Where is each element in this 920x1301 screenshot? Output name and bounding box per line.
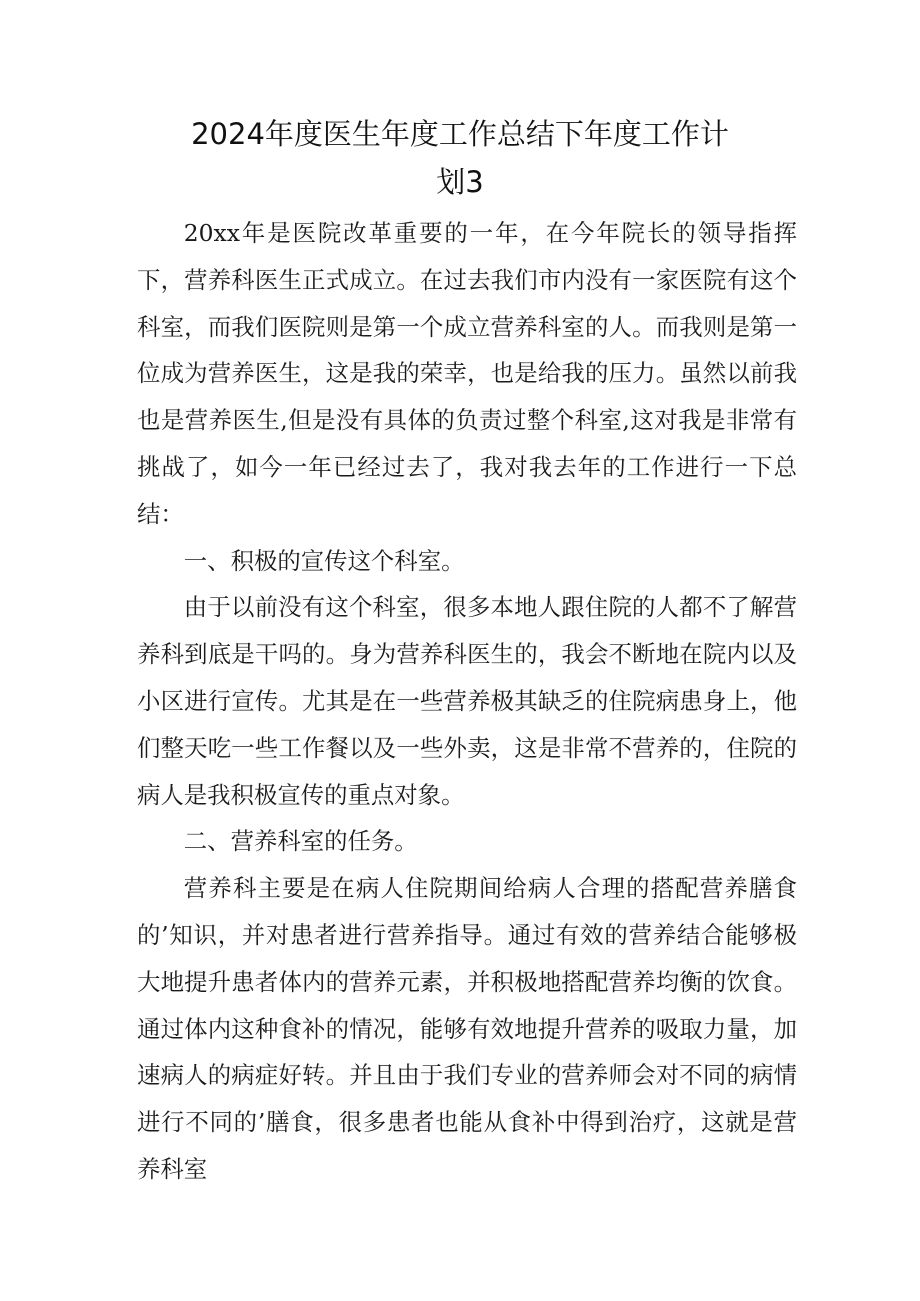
paragraph-tasks: 营养科主要是在病人住院期间给病人合理的搭配营养膳食的’知识，并对患者进行营养指导。通过有效的营养结合能够极大地提升患者体内的营养元素，并积极地搭配营养均衡的饮食。通过体内这种食补的情况，能够有效地提升营养的吸取力量，加速病人的病症好转。并且由于我们专业的营养师会对不同的病情进行不同的’膳食，很多患者也能从食补中得到治疗，这就是营养科室 [137, 874, 797, 1183]
title-line-1: 2024年度医生年度工作总结下年度工作计 [191, 117, 729, 151]
section-heading-1: 一、积极的宣传这个科室。 [183, 546, 465, 575]
section-heading-2: 二、营养科室的任务。 [183, 827, 418, 856]
paragraph-intro: 20xx年是医院改革重要的一年，在今年院长的领导指挥下，营养科医生正式成立。在过去我们市内没有一家医院有这个科室，而我们医院则是第一个成立营养科室的人。而我则是第一位成为营养医生，这是我的荣幸，也是给我的压力。虽然以前我也是营养医生,但是没有具体的负责过整个科室,这对我是非常有挑战了，如今一年已经过去了，我对我去年的工作进行一下总结： [137, 219, 797, 528]
paragraph-publicity: 由于以前没有这个科室，很多本地人跟住院的人都不了解营养科到底是干吗的。身为营养科医生的，我会不断地在院内以及小区进行宣传。尤其是在一些营养极其缺乏的住院病患身上，他们整天吃一些工作餐以及一些外卖，这是非常不营养的，住院的病人是我积极宣传的重点对象。 [137, 593, 797, 809]
document-body [137, 210, 797, 1193]
document-title [120, 110, 800, 206]
title-line-2: 划3 [436, 165, 484, 199]
